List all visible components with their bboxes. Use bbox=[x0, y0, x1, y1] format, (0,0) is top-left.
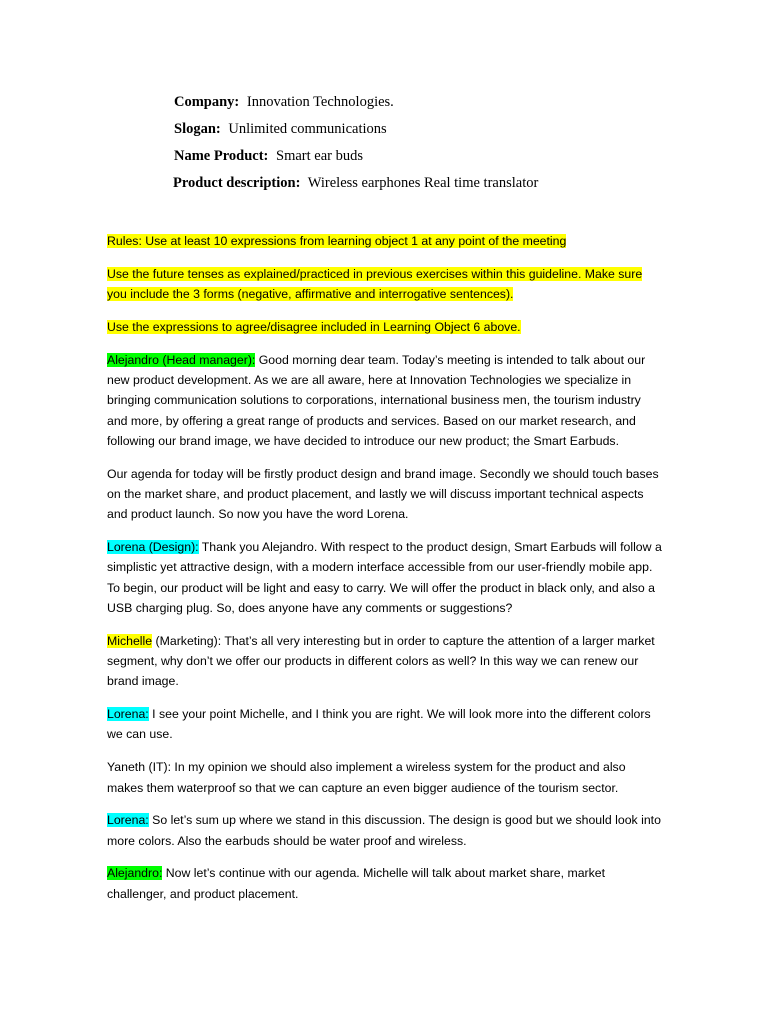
product-header bbox=[174, 92, 538, 200]
rule-text: Use the future tenses as explained/practiced in previous exercises within this guideline. Make sure you include the 3 forms (negative, affirmative and interrogative sentences). bbox=[107, 266, 643, 302]
dialogue-text: Our agenda for today will be firstly product design and brand image. Secondly we should touch bases on the market share, and product placement, and lastly we will discuss important technical aspects and product launch. So now you have the word Lorena. bbox=[107, 466, 659, 522]
product-name-line bbox=[174, 146, 538, 173]
dialogue-text: Thank you Alejandro. With respect to the product design, Smart Earbuds will follow a simplistic yet attractive design, with a modern interface accessible from our user-friendly mobile app. To begin, our product will be light and easy to carry. We will offer the product in black only, and also a USB charging plug. So, does anyone have any comments or suggestions? bbox=[107, 540, 662, 615]
company-label: Company: bbox=[174, 94, 240, 110]
speaker-label: Alejandro (Head manager): bbox=[107, 352, 256, 367]
dialogue-text: (Marketing): That’s all very interesting but in order to capture the attention of a larger market segment, why don’t we offer our products in different colors as well? In this way we can renew our brand image. bbox=[107, 633, 655, 689]
dialogue-text: Good morning dear team. Today’s meeting is intended to talk about our new product development. As we are all aware, here at Innovation Technologies we specialize in bringing communication solutions to corporations, international business men, the tourism industry and more, by offering a great range of products and services. Based on our market research, and following our brand image, we have decided to introduce our new product; the Smart Earbuds. bbox=[107, 352, 646, 448]
rule-paragraph bbox=[107, 264, 663, 305]
rule-text: Rules: Use at least 10 expressions from learning object 1 at any point of the meeting bbox=[107, 234, 567, 248]
dialogue-text: So let’s sum up where we stand in this discussion. The design is good but we should look into more colors. Also the earbuds should be water proof and wireless. bbox=[107, 813, 661, 848]
dialogue-paragraph bbox=[107, 537, 663, 618]
dialogue-paragraph bbox=[107, 863, 663, 904]
dialogue-paragraph bbox=[107, 350, 663, 451]
speaker-label: Michelle bbox=[107, 633, 153, 648]
product-description-label: Product description: bbox=[173, 175, 301, 191]
rule-paragraph bbox=[107, 317, 663, 337]
rule-paragraph bbox=[107, 231, 663, 251]
product-name-label: Name Product: bbox=[174, 148, 269, 164]
product-name-value: Smart ear buds bbox=[276, 148, 363, 164]
dialogue-text: I see your point Michelle, and I think you are right. We will look more into the different colors we can use. bbox=[107, 707, 651, 742]
product-description-value: Wireless earphones Real time translator bbox=[307, 175, 539, 191]
dialogue-paragraph bbox=[107, 631, 663, 692]
speaker-label: Lorena: bbox=[107, 707, 149, 722]
speaker-label: Lorena (Design): bbox=[107, 540, 199, 555]
rule-text: Use the expressions to agree/disagree included in Learning Object 6 above. bbox=[107, 319, 521, 334]
speaker-label: Lorena: bbox=[107, 813, 149, 828]
company-line bbox=[174, 92, 538, 119]
dialogue-text: Yaneth (IT): In my opinion we should also implement a wireless system for the product and also makes them waterproof so that we can capture an even bigger audience of the tourism sector. bbox=[107, 760, 626, 795]
document-body bbox=[107, 231, 663, 917]
dialogue-paragraph bbox=[107, 810, 663, 851]
slogan-value: Unlimited communications bbox=[228, 121, 387, 137]
company-value: Innovation Technologies. bbox=[246, 94, 394, 110]
product-description-line bbox=[173, 173, 538, 200]
slogan-label: Slogan: bbox=[174, 121, 221, 137]
speaker-label: Alejandro: bbox=[107, 866, 163, 881]
dialogue-paragraph bbox=[107, 757, 663, 798]
dialogue-text: Now let’s continue with our agenda. Michelle will talk about market share, market challenger, and product placement. bbox=[107, 866, 606, 901]
dialogue-paragraph bbox=[107, 704, 663, 745]
slogan-line bbox=[174, 119, 538, 146]
dialogue-paragraph bbox=[107, 464, 663, 525]
